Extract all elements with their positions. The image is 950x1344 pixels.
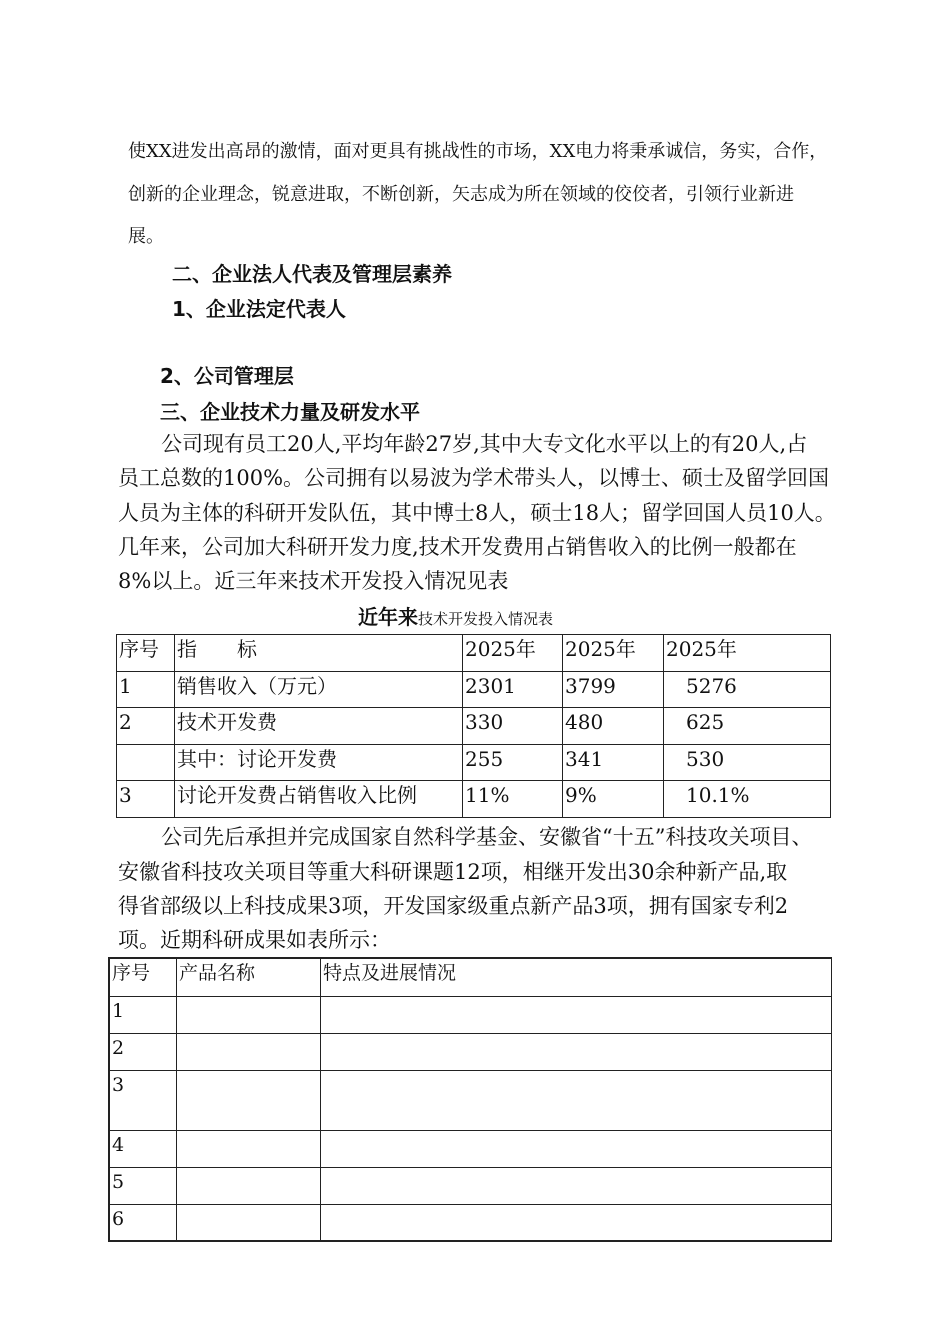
table-cell xyxy=(321,1205,832,1241)
table-cell: 341 xyxy=(563,744,664,781)
intro-line-2: 创新的企业理念，锐意进取，不断创新，矢志成为所在领域的佼佼者，引领行业新进 xyxy=(128,184,794,205)
table-row xyxy=(110,1034,832,1071)
table-cell xyxy=(177,1205,321,1241)
table1-caption-bold: 近年来 xyxy=(358,605,418,629)
table-row xyxy=(110,997,832,1034)
table-cell xyxy=(177,1168,321,1205)
table-cell: 3799 xyxy=(563,671,664,708)
table-cell: 1 xyxy=(110,997,177,1034)
subheading-management: 2、公司管理层 xyxy=(160,364,294,388)
table-row xyxy=(117,781,831,818)
table-cell: 2301 xyxy=(463,671,563,708)
table-cell: 1 xyxy=(117,671,175,708)
table-header-cell: 特点及进展情况 xyxy=(321,959,832,997)
table-cell xyxy=(117,744,175,781)
intro-line-1: 使XX进发出高昂的激情，面对更具有挑战性的市场，XX电力将秉承诚信，务实，合作， xyxy=(128,141,828,162)
table-cell: 2 xyxy=(117,708,175,745)
table-cell: 480 xyxy=(563,708,664,745)
table-cell: 销售收入（万元） xyxy=(175,671,463,708)
table-cell: 5276 xyxy=(664,671,831,708)
para2-line-1: 公司先后承担并完成国家自然科学基金、安徽省“十五”科技攻关项目、 xyxy=(161,825,813,849)
table-cell: 6 xyxy=(110,1205,177,1241)
table-row xyxy=(117,635,831,672)
intro-line-3: 展。 xyxy=(128,226,164,247)
table-cell: 330 xyxy=(463,708,563,745)
table-cell xyxy=(321,1131,832,1168)
table-cell: 11% xyxy=(463,781,563,818)
table-cell: 2025年 xyxy=(563,635,664,672)
table-cell xyxy=(177,1071,321,1131)
research-results-table xyxy=(109,958,832,1241)
table-cell: 3 xyxy=(110,1071,177,1131)
table1-caption xyxy=(358,601,553,630)
table-row xyxy=(117,708,831,745)
table-row xyxy=(117,671,831,708)
table-row xyxy=(110,1071,832,1131)
para1-line-4: 几年来，公司加大科研开发力度,技术开发费用占销售收入的比例一般都在 xyxy=(118,535,797,559)
table-header-row xyxy=(110,959,832,997)
para1-line-3: 人员为主体的科研开发队伍，其中博士8人，硕士18人；留学回国人员10人。 xyxy=(118,501,836,525)
table-cell xyxy=(321,1168,832,1205)
table-row xyxy=(110,1205,832,1241)
table-cell xyxy=(321,1071,832,1131)
subheading-legal-representative: 1、企业法定代表人 xyxy=(172,297,346,321)
table-cell xyxy=(177,997,321,1034)
table-cell xyxy=(177,1034,321,1071)
table-cell: 9% xyxy=(563,781,664,818)
table-row xyxy=(110,1131,832,1168)
research-results-table-frame xyxy=(108,957,832,1242)
table-cell: 625 xyxy=(664,708,831,745)
tech-investment-table xyxy=(116,634,831,818)
para1-line-1: 公司现有员工20人,平均年龄27岁,其中大专文化水平以上的有20人,占 xyxy=(161,432,808,456)
table-cell: 530 xyxy=(664,744,831,781)
table-cell: 5 xyxy=(110,1168,177,1205)
para2-line-4: 项。近期科研成果如表所示： xyxy=(118,928,391,952)
para1-line-5: 8%以上。近三年来技术开发投入情况见表 xyxy=(118,569,509,593)
table-header-cell: 序号 xyxy=(110,959,177,997)
table-cell: 指 标 xyxy=(175,635,463,672)
table-cell: 技术开发费 xyxy=(175,708,463,745)
table-row xyxy=(110,1168,832,1205)
section-2-heading: 二、企业法人代表及管理层素养 xyxy=(172,262,452,286)
table1-caption-rest: 技术开发投入情况表 xyxy=(418,610,554,628)
table-cell xyxy=(321,1034,832,1071)
table-cell: 10.1% xyxy=(664,781,831,818)
table-cell xyxy=(177,1131,321,1168)
para2-line-2: 安徽省科技攻关项目等重大科研课题12项，相继开发出30余种新产品,取 xyxy=(118,860,788,884)
table-cell xyxy=(321,997,832,1034)
table-cell: 序号 xyxy=(117,635,175,672)
table-cell: 255 xyxy=(463,744,563,781)
table-cell: 其中：讨论开发费 xyxy=(175,744,463,781)
para1-line-2: 员工总数的100%。公司拥有以易波为学术带头人，以博士、硕士及留学回国 xyxy=(118,466,830,490)
section-3-heading: 三、企业技术力量及研发水平 xyxy=(160,400,420,424)
table-cell: 3 xyxy=(117,781,175,818)
para2-line-3: 得省部级以上科技成果3项，开发国家级重点新产品3项，拥有国家专利2 xyxy=(118,894,789,918)
table-cell: 4 xyxy=(110,1131,177,1168)
table-cell: 讨论开发费占销售收入比例 xyxy=(175,781,463,818)
table-cell: 2025年 xyxy=(664,635,831,672)
table-header-cell: 产品名称 xyxy=(177,959,321,997)
table-row xyxy=(117,744,831,781)
table-cell: 2 xyxy=(110,1034,177,1071)
table-cell: 2025年 xyxy=(463,635,563,672)
